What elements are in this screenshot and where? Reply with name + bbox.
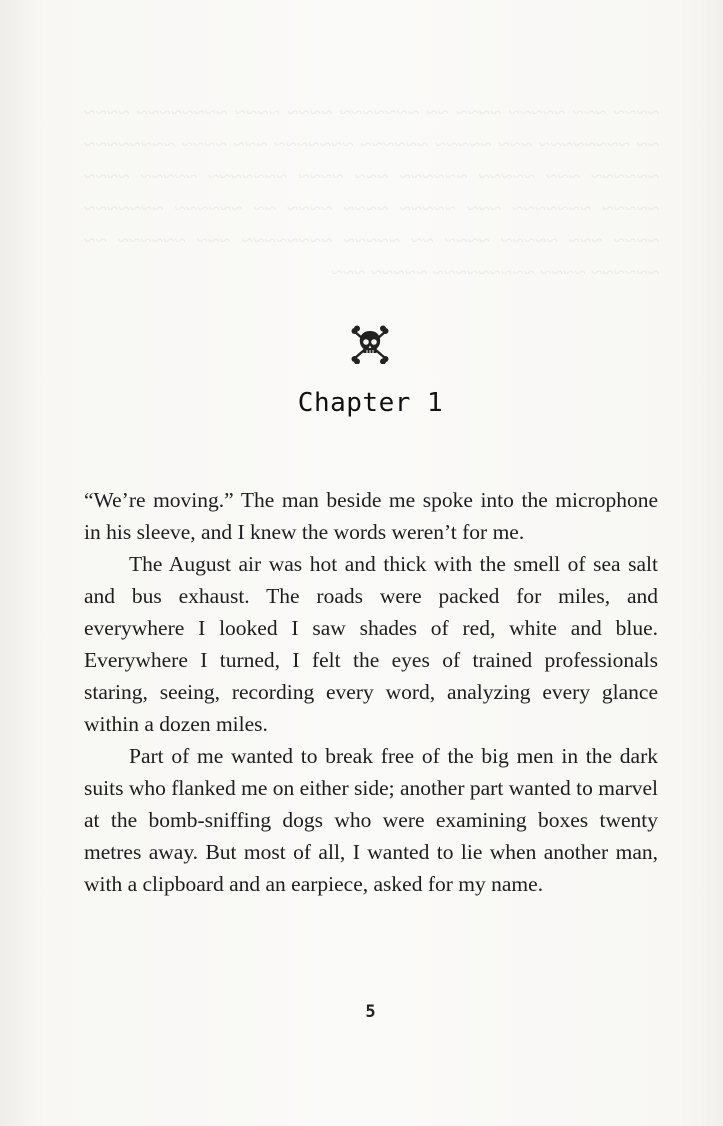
chapter-body xyxy=(84,484,658,900)
paragraph-3: Part of me wanted to break free of the big men in the dark suits who flanked me on either side; another part wanted to marvel at the bomb-sniffing dogs who were examining boxes twenty metres away. But most of all, I wanted to lie when another man, with a clipboard and an earpiece, asked for my name. xyxy=(84,744,658,896)
paragraph-2: The August air was hot and thick with the smell of sea salt and bus exhaust. The roads were packed for miles, and everywhere I looked I saw shades of red, white and blue. Everywhere I turned, I felt the eyes of trained professionals staring, seeing, recording every word, analyzing every glance within a dozen miles. xyxy=(84,552,658,736)
show-through-text: ~~~~ ~~~ ~~~~~ ~~~~ ~~ ~~~~~~~ ~~~~ ~~~~ ~~~~~~~~ ~~~~ ~~ ~~~~~~~~ ~~~ ~~~~~ ~~~~~~ ~~~~~~~ ~~~ ~~~~ ~~~~~~~~ ~~~~~~ ~~~ ~~~~~ ~~~~~~ ~~~ ~~~~ ~~~~~~~ ~~~~~ ~~~~ ~~~~~ ~~~~~~~ ~~~ ~~~~~ ~~~~ ~~~~ ~~ ~~~~~~ ~~~~~~~ ~~~~ ~~~ ~~~~~ ~~~~ ~~ ~~~~~ ~~~~~~~~ ~~~ ~~~~~~ ~~ ~~~~~~ ~~~~ ~~~~~~~~~ ~~~~~ ~~~ xyxy=(84,100,659,284)
page-number: 5 xyxy=(365,1002,376,1022)
paragraph-1: “We’re moving.” The man beside me spoke into the microphone in his sleeve, and I knew the words weren’t for me. xyxy=(84,488,658,544)
skull-and-crossbones-icon xyxy=(350,324,390,364)
chapter-title: Chapter 1 xyxy=(297,388,444,418)
